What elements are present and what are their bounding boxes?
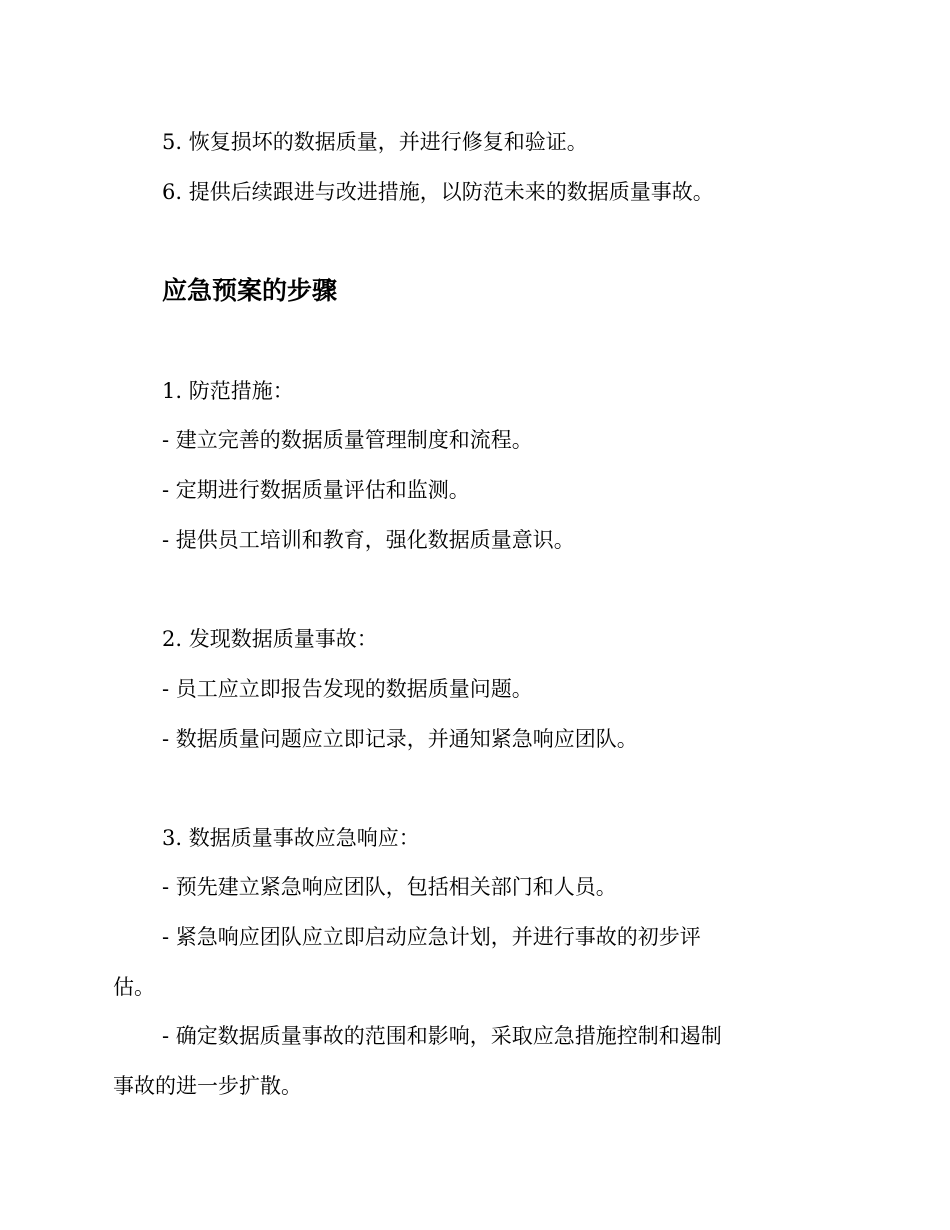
step-3-title: 3. 数据质量事故应急响应： bbox=[162, 826, 420, 850]
step-1-item: - 建立完善的数据质量管理制度和流程。 bbox=[162, 428, 533, 452]
step-2-item: - 员工应立即报告发现的数据质量问题。 bbox=[162, 677, 533, 701]
list-item-6: 6. 提供后续跟进与改进措施，以防范未来的数据质量事故。 bbox=[162, 180, 714, 204]
list-item-5: 5. 恢复损坏的数据质量，并进行修复和验证。 bbox=[162, 130, 588, 154]
step-3-item-line-continued: 估。 bbox=[113, 975, 155, 999]
step-2-item: - 数据质量问题应立即记录，并通知紧急响应团队。 bbox=[162, 727, 638, 751]
step-3-item: - 预先建立紧急响应团队，包括相关部门和人员。 bbox=[162, 875, 617, 899]
step-3-item-line: - 紧急响应团队应立即启动应急计划，并进行事故的初步评 bbox=[162, 925, 701, 949]
step-1-item: - 提供员工培训和教育，强化数据质量意识。 bbox=[162, 528, 575, 552]
step-1-title: 1. 防范措施： bbox=[162, 379, 294, 403]
step-3-item-line: - 确定数据质量事故的范围和影响，采取应急措施控制和遏制 bbox=[162, 1024, 722, 1048]
section-heading: 应急预案的步骤 bbox=[162, 276, 338, 305]
step-1-item: - 定期进行数据质量评估和监测。 bbox=[162, 478, 470, 502]
step-2-title: 2. 发现数据质量事故： bbox=[162, 627, 378, 651]
step-3-item-line-continued: 事故的进一步扩散。 bbox=[113, 1074, 302, 1098]
